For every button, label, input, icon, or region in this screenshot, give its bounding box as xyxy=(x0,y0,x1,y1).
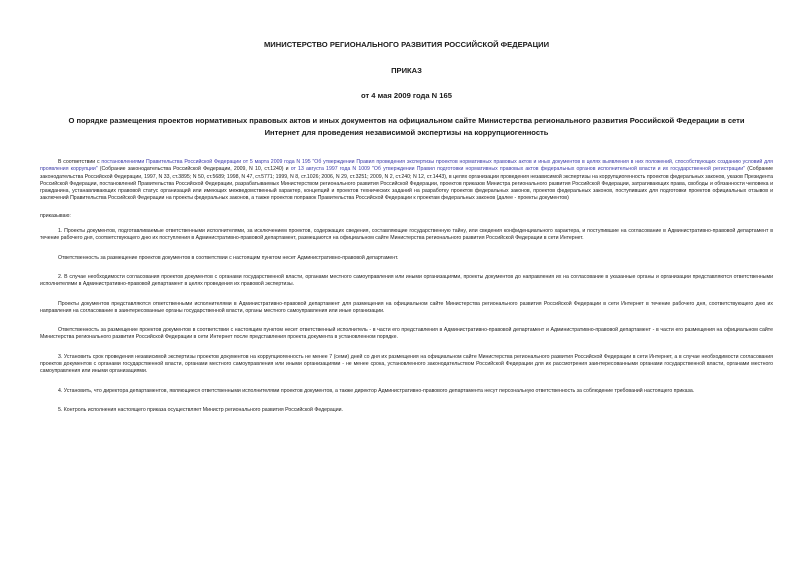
preamble-paragraph xyxy=(40,159,773,203)
document-date-number: от 4 мая 2009 года N 165 xyxy=(361,91,452,100)
document-body xyxy=(40,159,773,414)
preamble-text-3: (Собрание законодательства Российской Федерации, 1997, N 33, ст.3895; N 50, ст.5689; 1998, N 47, ст.5771; 1999, N 8, ст.1026; 2006, N 29, ст.3251; 2009, N 2, ст.240; N 12, ст.1443), в целях организации проведения независимой экспертизы на коррупциогенность проектов федеральных законов, указов Президента Российской Федерации, постановлений Правительства Российской Федерации, разрабатываемых Министерством регионального развития Российской Федерации, проектов приказов Министра регионального развития Российской Федерации, затрагивающих права, свободы и обязанности человека и гражданина, устанавливающих правовой статус организаций или имеющих межведомственный характер, концепций и проектов технических заданий на разработку проектов федеральных законов, проектов федеральных законов, поступивших для подготовки проектов официальных отзывов и заключений Правительства Российской Федерации на проекты федеральных законов, а также проектов поправок Правительства Российской Федерации к проектам федеральных законов (далее - проекты документов) xyxy=(40,166,773,202)
document-type: ПРИКАЗ xyxy=(391,66,422,75)
preamble-text-2: (Собрание законодательства Российской Федерации, 2009, N 10, ст.1240) и xyxy=(97,166,291,173)
paragraph-3: 3. Установить срок проведения независимой экспертизы проектов документов на коррупциогенность не менее 7 (семи) дней со дня их размещения на официальном сайте Министерства регионального развития Российской Федерации в сети Интернет, а в случае необходимости согласования проектов документов с органами государственной власти, органами местного самоуправления или иными организациями - не менее срока, установленного законодательством Российской Федерации для их рассмотрения заинтересованными органами государственной власти, органами местного самоуправления или иными организациями. xyxy=(40,353,773,375)
ministry-name: МИНИСТЕРСТВО РЕГИОНАЛЬНОГО РАЗВИТИЯ РОССИЙСКОЙ ФЕДЕРАЦИИ xyxy=(263,40,550,49)
paragraph-5: 5. Контроль исполнения настоящего приказа осуществляет Министр регионального развития Российской Федерации. xyxy=(58,406,343,413)
document-title: О порядке размещения проектов нормативных правовых актов и иных документов на официальном сайте Министерства регионального развития Российской Федерации в сети Интернет для проведения независимой экспертизы на коррупциогенность xyxy=(68,116,745,137)
paragraph-1: 1. Проекты документов, подготавливаемые ответственными исполнителями, за исключением проектов, содержащих сведения, составляющие государственную тайну, или сведения конфиденциального характера, и поступившие на согласование в Административно-правовой департамент в течение рабочего дня, соответствующего дню их поступления в Административно-правовой департамент, размещаются на официальном сайте Министерства регионального развития Российской Федерации в сети Интернет. xyxy=(40,228,773,242)
decree-195-link[interactable]: постановлениями Правительства Российской Федерации от 5 марта 2009 года N 195 "Об утверждении Правил проведения экспертизы проектов нормативных правовых актов и иных документов в целях выявления в них положений, способствующих созданию условий для проявления коррупции" xyxy=(40,159,773,173)
paragraph-4: 4. Установить, что директора департаментов, являющиеся ответственными исполнителями проектов документов, а также директор Административно-правового департамента несут персональную ответственность за соблюдение требований настоящего приказа. xyxy=(58,387,695,394)
paragraph-2-responsibility: Ответственность за размещение проектов документов в соответствии с настоящим пунктом несет ответственный исполнитель - в части его представления в Административно-правовой департамент и Административно-правовой департамент - в части его размещения на официальном сайте Министерства регионального развития Российской Федерации в сети Интернет после представления проекта документа в установленном порядке. xyxy=(40,327,773,341)
ordered-label: приказываю: xyxy=(40,212,71,219)
paragraph-1-responsibility: Ответственность за размещение проектов документов в соответствии с настоящим пунктом несет Административно-правовой департамент. xyxy=(58,254,399,261)
paragraph-2-submission: Проекты документов представляются ответственными исполнителями в Административно-правовой департамент для размещения на официальном сайте Министерства регионального развития Российской Федерации в сети Интернет в течение рабочего дня, соответствующего дню их направления на согласование в заинтересованные органы государственной власти, органы местного самоуправления или иные организации. xyxy=(40,300,773,314)
paragraph-2: 2. В случае необходимости согласования проектов документов с органами государственной власти, органами местного самоуправления или иными организациями, проекты документов до направления их на согласование в указанные органы и организации представляются ответственными исполнителями в Административно-правовой департамент в целях проведения их правовой экспертизы. xyxy=(40,273,773,288)
preamble-text-1: В соответствии с xyxy=(58,159,102,165)
decree-1009-link[interactable]: от 13 августа 1997 года N 1009 "Об утверждении Правил подготовки нормативных правовых актов федеральных органов исполнительной власти и их государственной регистрации" xyxy=(290,166,746,173)
